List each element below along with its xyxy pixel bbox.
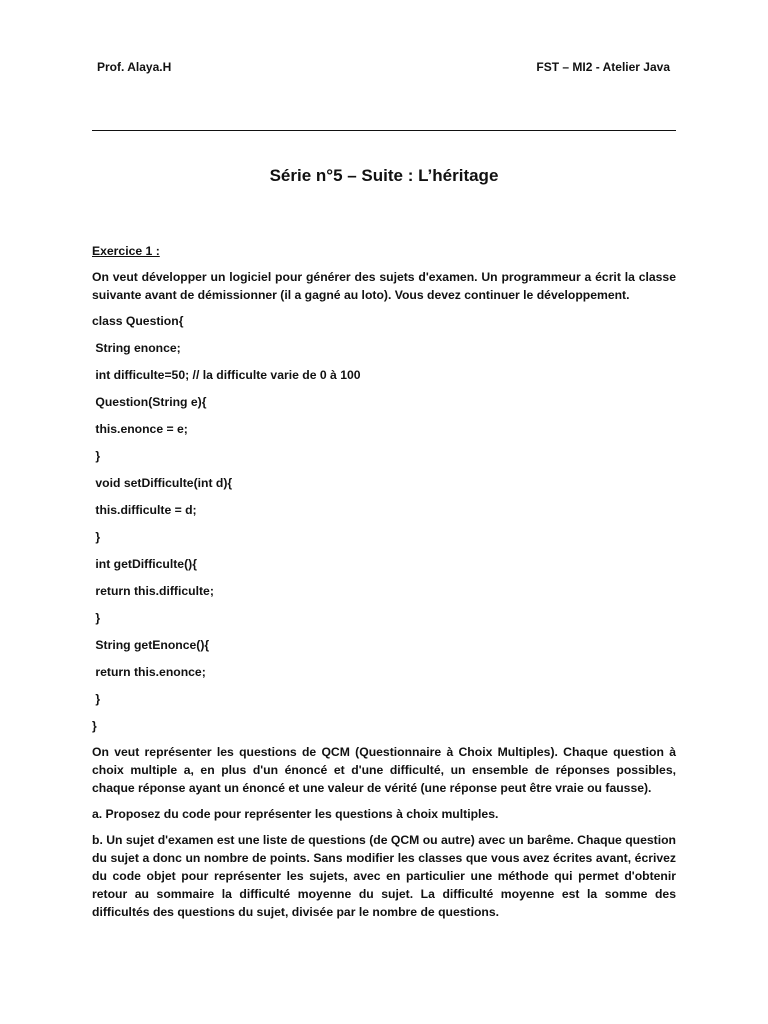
header-author: Prof. Alaya.H [97,60,172,74]
code-line: void setDifficulte(int d){ [92,476,233,490]
code-line: int difficulte=50; // la difficulte varie de 0 à 100 [92,368,361,382]
qcm-paragraph: On veut représenter les questions de QCM (Questionnaire à Choix Multiples). Chaque question à choix multiple a, en plus d'un énoncé et d'une difficulté, un ensemble de réponses possibles, chaque réponse ayant un énoncé et une valeur de vérité (une réponse peut être vraie ou fausse). [92,745,676,795]
code-line: } [92,692,101,706]
exercise-intro: On veut développer un logiciel pour générer des sujets d'examen. Un programmeur a écrit la classe suivante avant de démissionner (il a gagné au loto). Vous devez continuer le développement. [92,270,676,302]
code-line: return this.enonce; [92,665,206,679]
page-title: Série n°5 – Suite : L’héritage [269,166,499,185]
code-line: int getDifficulte(){ [92,557,197,571]
code-block [92,312,676,735]
code-line: this.difficulte = d; [92,503,197,517]
code-line: this.enonce = e; [92,422,188,436]
question-a: a. Proposez du code pour représenter les questions à choix multiples. [92,807,499,821]
code-line: return this.difficulte; [92,584,214,598]
code-line: } [92,611,101,625]
code-line: String getEnonce(){ [92,638,210,652]
code-line: String enonce; [92,341,181,355]
exercise-heading: Exercice 1 : [92,244,160,258]
code-line: class Question{ [92,314,184,328]
code-line: } [92,530,101,544]
code-line: } [92,449,101,463]
document-body [92,242,676,929]
code-line: } [92,719,97,733]
question-b: b. Un sujet d'examen est une liste de questions (de QCM ou autre) avec un barême. Chaque question du sujet a donc un nombre de points. Sans modifier les classes que vous avez écrites avant, écrivez du code objet pour représenter les sujets, avec en particulier une méthode qui permet d'obtenir retour au sommaire la difficulté moyenne du sujet. La difficulté moyenne est la somme des difficultés des questions du sujet, divisée par le nombre de questions. [92,833,676,919]
header-divider [92,130,676,131]
header-course: FST – MI2 - Atelier Java [536,60,670,74]
code-line: Question(String e){ [92,395,207,409]
